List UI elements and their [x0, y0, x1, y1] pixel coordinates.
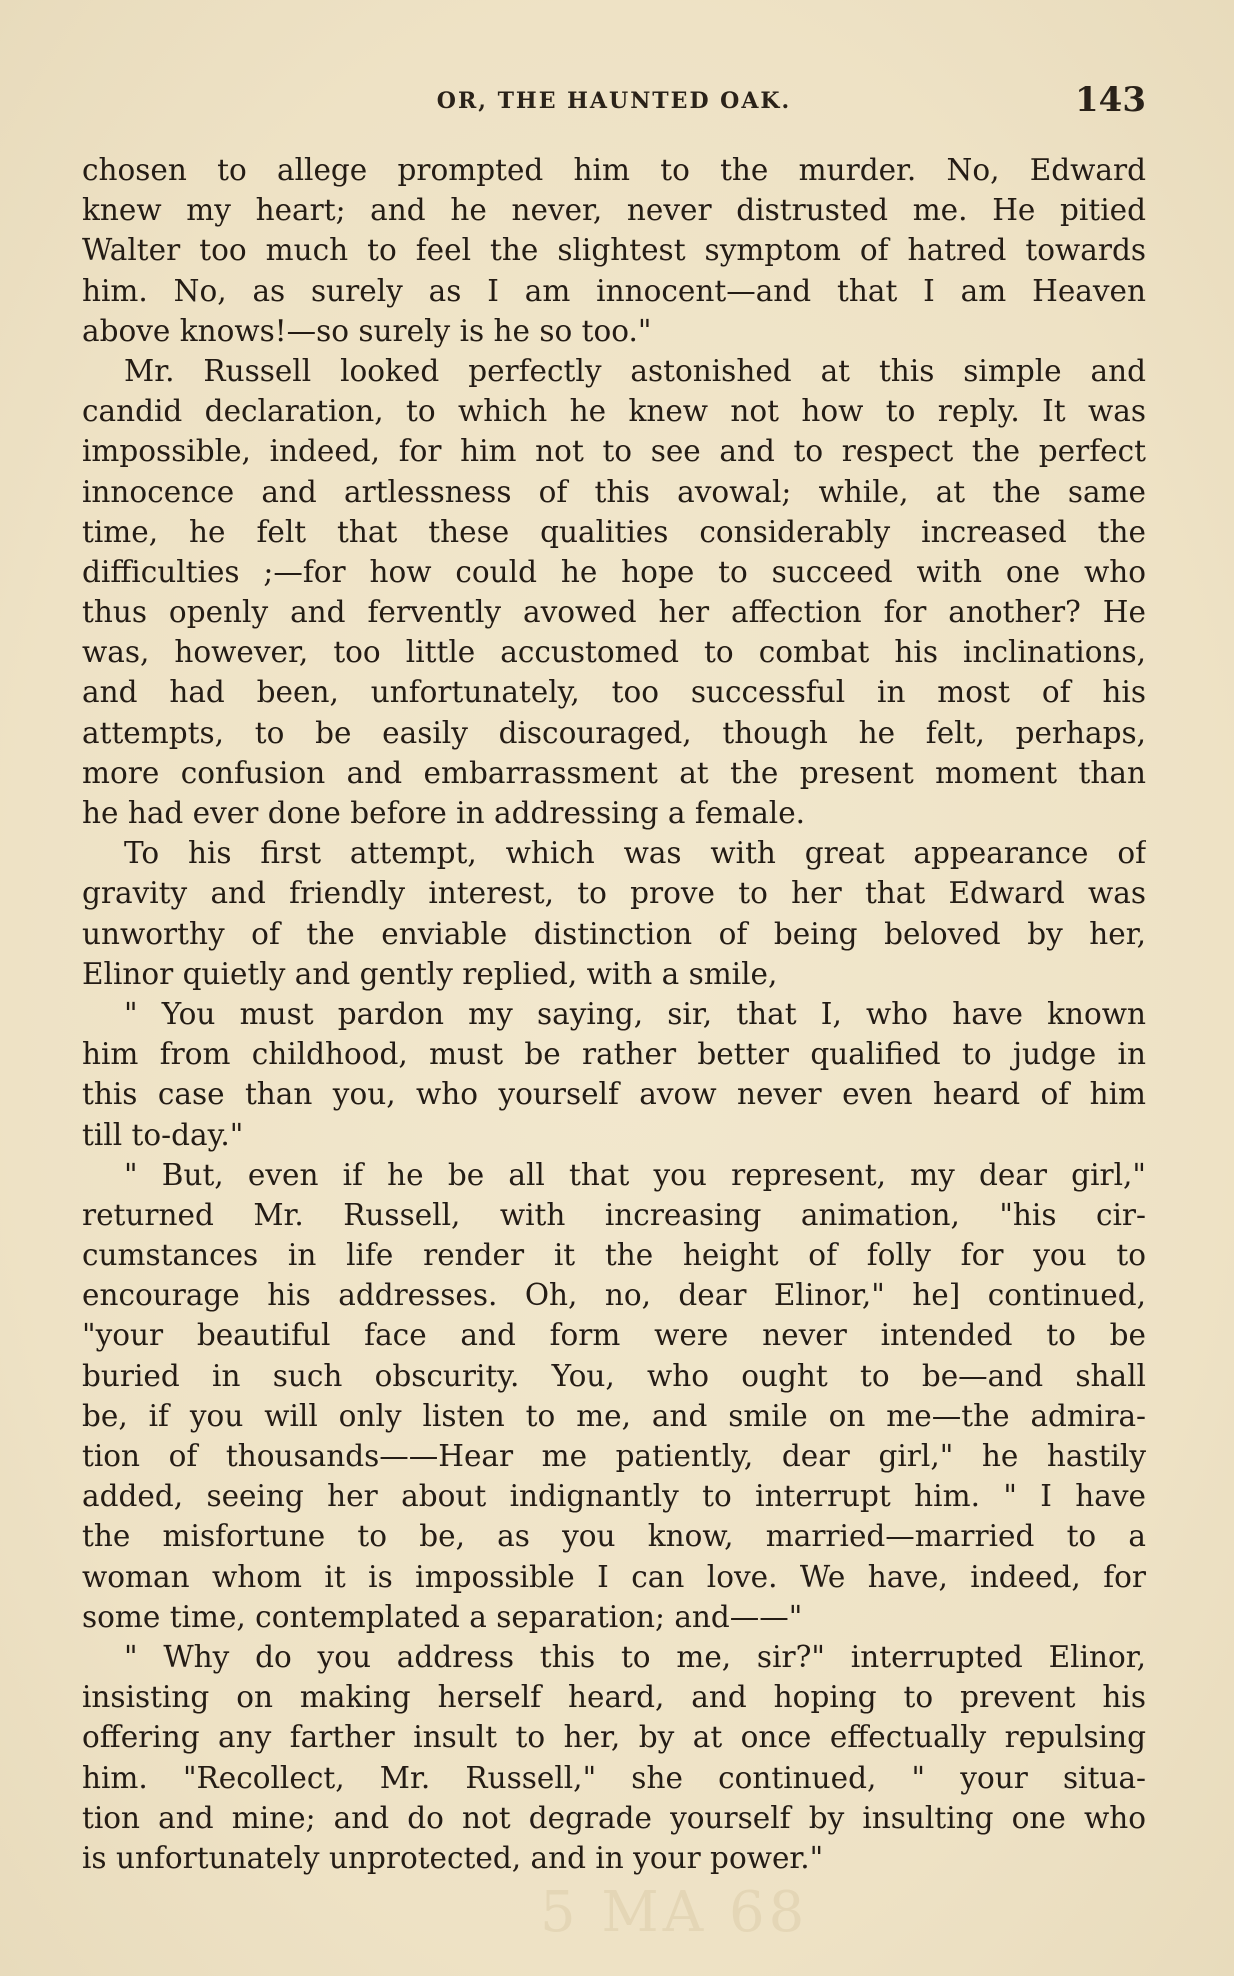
text-line: buried in such obscurity. You, who ought to be—and shall [82, 1358, 1146, 1393]
text-line: him from childhood, must be rather better qualified to judge in [82, 1037, 1146, 1072]
text-line: him. "Recollect, Mr. Russell," she continued, " your situa- [82, 1760, 1146, 1795]
show-through-text: 5 MA 68 [540, 1880, 809, 1945]
text-line: Walter too much to feel the slightest symptom of hatred towards [82, 233, 1146, 268]
text-line: more confusion and embarrassment at the present moment than [82, 755, 1146, 790]
text-line: Elinor quietly and gently replied, with a smile, [82, 956, 778, 991]
text-line: above knows!—so surely is he so too." [82, 313, 652, 348]
text-line: " Why do you address this to me, sir?" interrupted Elinor, [124, 1639, 1146, 1674]
text-line: attempts, to be easily discouraged, though he felt, perhaps, [82, 715, 1146, 750]
text-line: till to-day." [82, 1117, 244, 1152]
text-line: "your beautiful face and form were never intended to be [82, 1318, 1146, 1353]
text-line: chosen to allege prompted him to the murder. No, Edward [82, 153, 1146, 187]
text-line: some time, contemplated a separation; and——" [82, 1599, 803, 1634]
text-line: and had been, unfortunately, too successful in most of his [82, 675, 1146, 710]
text-line: " But, even if he be all that you represent, my dear girl," [124, 1157, 1146, 1192]
text-line: him. No, as surely as I am innocent—and that I am Heaven [82, 273, 1146, 308]
text-line: " You must pardon my saying, sir, that I, who have known [124, 996, 1146, 1031]
text-line: thus openly and fervently avowed her affection for another? He [82, 595, 1146, 630]
running-header [82, 78, 1146, 128]
text-line: knew my heart; and he never, never distrusted me. He pitied [82, 193, 1146, 228]
text-line: tion and mine; and do not degrade yourself by insulting one who [82, 1800, 1146, 1835]
text-line: gravity and friendly interest, to prove to her that Edward was [82, 876, 1146, 911]
text-line: the misfortune to be, as you know, married—married to a [82, 1519, 1146, 1554]
text-line: impossible, indeed, for him not to see and to respect the perfect [82, 434, 1146, 469]
text-line: offering any farther insult to her, by at once effectually repulsing [82, 1720, 1146, 1755]
text-line: cumstances in life render it the height of folly for you to [82, 1238, 1146, 1273]
text-line: candid declaration, to which he knew not how to reply. It was [82, 394, 1146, 429]
text-line: unworthy of the enviable distinction of being beloved by her, [82, 916, 1146, 951]
text-line: he had ever done before in addressing a female. [82, 796, 806, 830]
page-number: 143 [1075, 80, 1146, 120]
text-line: innocence and artlessness of this avowal; while, at the same [82, 474, 1146, 509]
text-line: difficulties ;—for how could he hope to succeed with one who [82, 554, 1146, 589]
text-line: encourage his addresses. Oh, no, dear Elinor," he] continued, [82, 1278, 1146, 1313]
text-line: woman whom it is impossible I can love. We have, indeed, for [82, 1559, 1146, 1594]
text-line: tion of thousands——Hear me patiently, dear girl," he hastily [82, 1439, 1146, 1473]
text-line: be, if you will only listen to me, and smile on me—the admira- [82, 1398, 1146, 1433]
running-title: OR, THE HAUNTED OAK. [436, 88, 792, 114]
text-line: was, however, too little accustomed to combat his inclinations, [82, 635, 1146, 670]
text-line: this case than you, who yourself avow never even heard of him [82, 1077, 1146, 1112]
text-line: returned Mr. Russell, with increasing animation, "his cir- [82, 1197, 1146, 1232]
text-line: Mr. Russell looked perfectly astonished at this simple and [124, 353, 1146, 388]
text-line: added, seeing her about indignantly to interrupt him. " I have [82, 1479, 1146, 1514]
text-line: insisting on making herself heard, and hoping to prevent his [82, 1680, 1146, 1715]
text-line: is unfortunately unprotected, and in your power." [82, 1840, 824, 1875]
text-line: time, he felt that these qualities considerably increased the [82, 514, 1146, 549]
text-line: To his first attempt, which was with great appearance of [124, 836, 1146, 871]
body-text [82, 150, 1146, 1878]
